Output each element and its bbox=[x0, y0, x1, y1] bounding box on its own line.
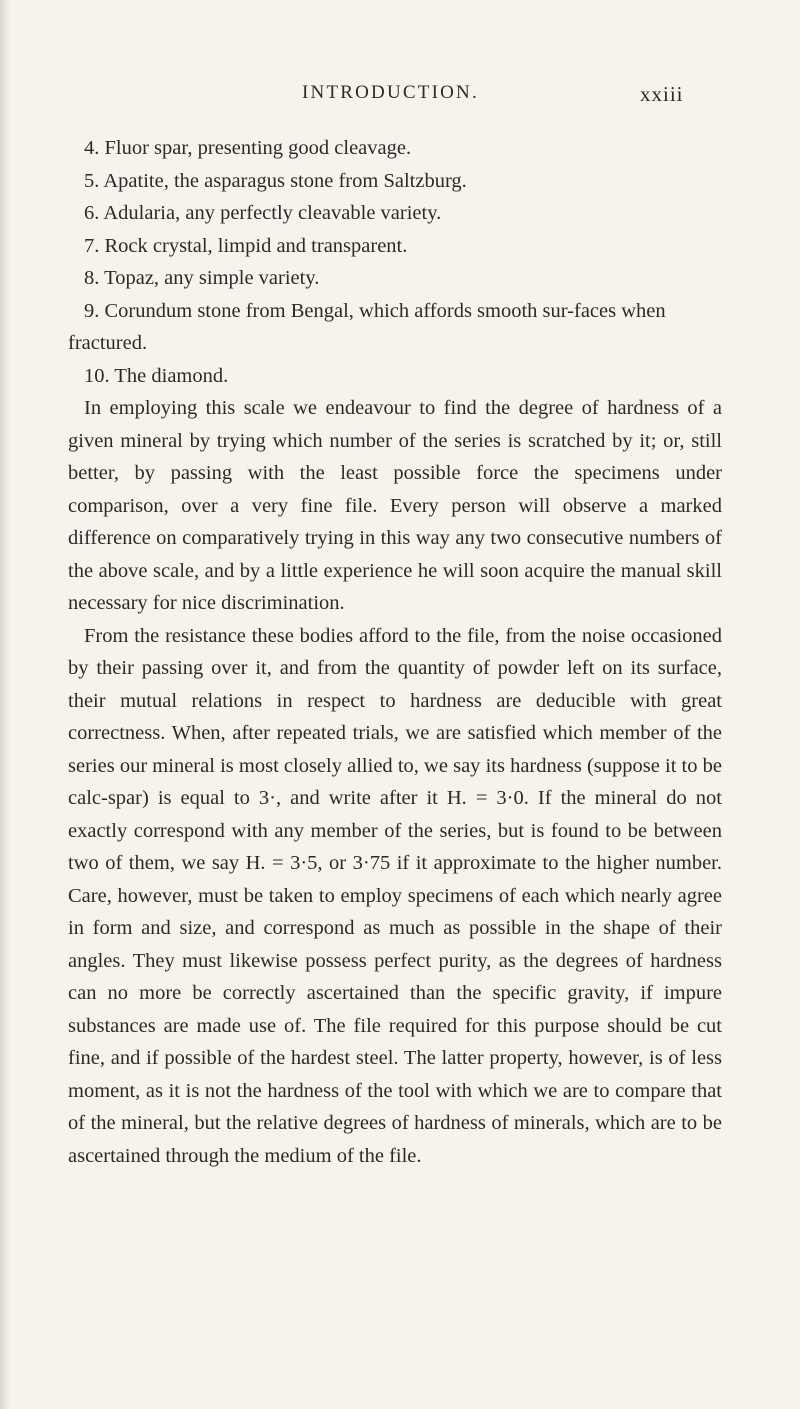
list-item: 6. Adularia, any perfectly cleavable variety. bbox=[84, 202, 442, 224]
running-head: INTRODUCTION. bbox=[302, 82, 479, 103]
list-item: 8. Topaz, any simple variety. bbox=[84, 267, 320, 289]
page-gutter-shadow bbox=[0, 0, 10, 1409]
paragraph: From the resistance these bodies afford to the file, from the noise occasioned by their passing over it, and from the quantity of powder left on its surface, their mutual relations in respect to hardness are deducible with great correctness. When, after repeated trials, we are satisfied which member of the series our mineral is most closely allied to, we say its hardness (suppose it to be calc-spar) is equal to 3·, and write after it H. = 3·0. If the mineral do not exactly correspond with any member of the series, but is found to be between two of them, we say H. = 3·5, or 3·75 if it approximate to the higher number. Care, however, must be taken to employ specimens of each which nearly agree in form and size, and correspond as much as possible in the shape of their angles. They must likewise possess perfect purity, as the degrees of hardness can no more be correctly ascertained than the specific gravity, if impure substances are made use of. The file required for this purpose should be cut fine, and if possible of the hardest steel. The latter property, however, is of less moment, as it is not the hardness of the tool with which we are to compare that of the mineral, but the relative degrees of hardness of minerals, which are to be ascertained through the medium of the file. bbox=[68, 624, 722, 1167]
list-item: 10. The diamond. bbox=[84, 364, 229, 387]
list-item: 5. Apatite, the asparagus stone from Saltzburg. bbox=[84, 169, 467, 192]
list-item: 4. Fluor spar, presenting good cleavage. bbox=[84, 137, 412, 159]
page-number: xxiii bbox=[640, 82, 684, 106]
list-item: 9. Corundum stone from Bengal, which affords smooth sur-faces when fractured. bbox=[68, 299, 666, 354]
paragraph: In employing this scale we endeavour to find the degree of hardness of a given mineral by trying which number of the series is scratched by it; or, still better, by passing with the least possible force the specimens under comparison, over a very fine file. Every person will observe a marked difference on comparatively trying in this way any two consecutive numbers of the above scale, and by a little experience he will soon acquire the manual skill necessary for nice discrimination. bbox=[68, 397, 722, 614]
list-item: 7. Rock crystal, limpid and transparent. bbox=[84, 234, 408, 257]
page-header bbox=[0, 82, 800, 114]
page-body bbox=[68, 132, 722, 1172]
